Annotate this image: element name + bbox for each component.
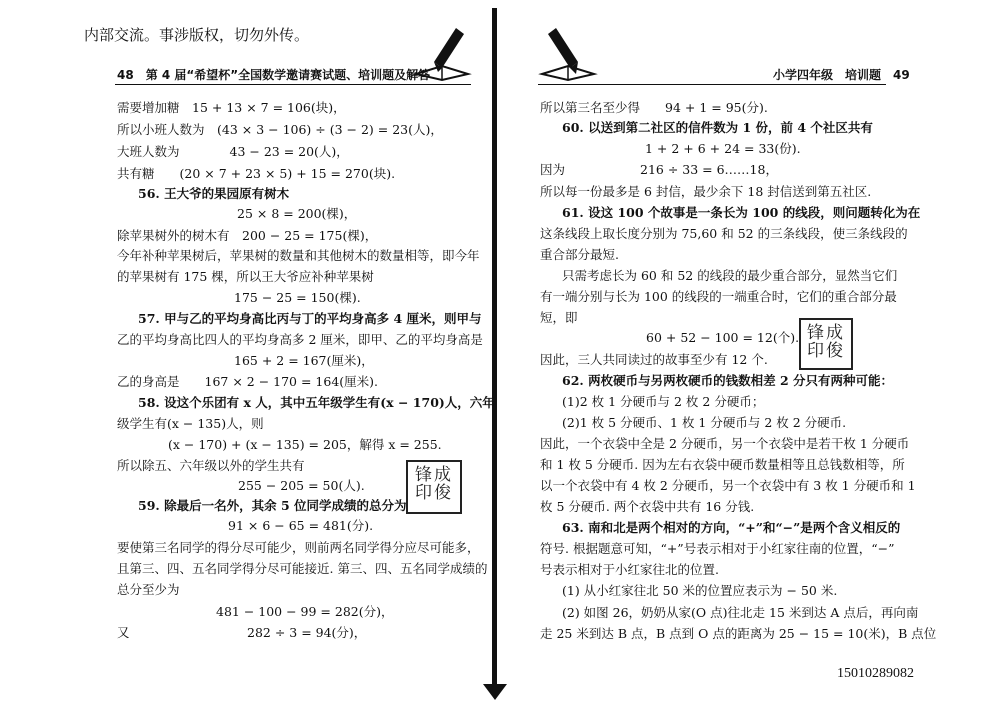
- text-line: 符号. 根据题意可知，“+”号表示相对于小红家往南的位置，“−”: [540, 541, 895, 556]
- problem-heading: 63. 南和北是两个相对的方向，“+”和“−”是两个含义相反的: [562, 520, 901, 535]
- text-line: 号表示相对于小红家往北的位置.: [540, 562, 719, 577]
- text-line: 需要增加糖 15 + 13 × 7 = 106(块)，: [117, 100, 346, 115]
- text-line: 又: [117, 625, 130, 640]
- text-line: 共有糖 (20 × 7 + 23 × 5) + 15 = 270(块).: [117, 166, 396, 181]
- text-line: 级学生有(x − 135)人，则: [117, 416, 264, 431]
- pen-on-book-icon: [538, 22, 598, 84]
- right-page-header: 小学四年级 培训题 49: [773, 68, 910, 82]
- equation-line: 165 + 2 = 167(厘米)，: [234, 353, 374, 368]
- text-line: 所以第三名至少得 94 + 1 = 95(分).: [540, 100, 768, 115]
- text-line: 今年补种苹果树后，苹果树的数量和其他树木的数量相等，即今年: [117, 248, 480, 263]
- text-line: (2) 如图 26，奶奶从家(O 点)往北走 15 米到达 A 点后，再向南: [562, 605, 919, 620]
- text-line: 大班人数为 43 − 23 = 20(人)，: [117, 144, 349, 159]
- equation-line: 60 + 52 − 100 = 12(个).: [646, 330, 800, 345]
- right-header-rule: [538, 84, 886, 85]
- equation-line: 1 + 2 + 6 + 24 = 33(份).: [645, 141, 801, 156]
- seal-stamp: 锋成 印俊: [799, 318, 853, 370]
- text-line: 以一个衣袋中有 4 枚 2 分硬币，另一个衣袋中有 3 枚 1 分硬币和 1: [540, 478, 916, 493]
- text-line: 走 25 米到达 B 点，B 点到 O 点的距离为 25 − 15 = 10(米)，B 点位: [540, 626, 937, 641]
- text-line: 因此，三人共同读过的故事至少有 12 个.: [540, 352, 768, 367]
- book-spine: [492, 8, 497, 690]
- text-line: 所以每一份最多是 6 封信，最少余下 18 封信送到第五社区.: [540, 184, 872, 199]
- left-page-header: 48 第 4 届“希望杯”全国数学邀请赛试题、培训题及解答: [117, 68, 431, 82]
- problem-heading: 57. 甲与乙的平均身高比丙与丁的平均身高多 4 厘米，则甲与: [138, 311, 482, 326]
- problem-heading: 58. 设这个乐团有 x 人，其中五年级学生有(x − 170)人，六年: [138, 395, 495, 410]
- text-line: 重合部分最短.: [540, 247, 619, 262]
- seal-stamp: 锋成 印俊: [406, 460, 462, 514]
- text-line: 乙的身高是 167 × 2 − 170 = 164(厘米).: [117, 374, 379, 389]
- equation-line: 91 × 6 − 65 = 481(分).: [228, 518, 374, 533]
- text-line: 短，即: [540, 310, 578, 325]
- equation-line: 481 − 100 − 99 = 282(分)，: [216, 604, 394, 619]
- equation-line: 255 − 205 = 50(人).: [238, 478, 365, 493]
- equation-line: 25 × 8 = 200(棵)，: [237, 206, 357, 221]
- spine-foot: [483, 684, 507, 700]
- text-line: 且第三、四、五名同学得分尽可能接近. 第三、四、五名同学成绩的: [117, 561, 488, 576]
- text-line: 有一端分别与长为 100 的线段的一端重合时，它们的重合部分最: [540, 289, 897, 304]
- text-line: 因为 216 ÷ 33 = 6……18，: [540, 162, 778, 177]
- text-line: 这条线段上取长度分别为 75,60 和 52 的三条线段，使三条线段的: [540, 226, 908, 241]
- text-line: (1)2 枚 1 分硬币与 2 枚 2 分硬币；: [562, 394, 765, 409]
- left-header-rule: [115, 84, 471, 85]
- watermark-text: 内部交流。事涉版权，切勿外传。: [84, 26, 310, 44]
- equation-line: 175 − 25 = 150(棵).: [234, 290, 361, 305]
- problem-heading: 56. 王大爷的果园原有树木: [138, 186, 290, 201]
- problem-heading: 62. 两枚硬币与另两枚硬币的钱数相差 2 分只有两种可能：: [562, 373, 894, 388]
- text-line: 因此，一个衣袋中全是 2 分硬币，另一个衣袋中是若干枚 1 分硬币: [540, 436, 910, 451]
- text-line: 乙的平均身高比四人的平均身高多 2 厘米，即甲、乙的平均身高是: [117, 332, 483, 347]
- text-line: 枚 5 分硬币. 两个衣袋中共有 16 分钱.: [540, 499, 755, 514]
- phone-number: 15010289082: [837, 666, 914, 681]
- pen-on-book-icon: [412, 22, 472, 84]
- text-line: 所以除五、六年级以外的学生共有: [117, 458, 305, 473]
- problem-heading: 61. 设这 100 个故事是一条长为 100 的线段，则问题转化为在: [562, 205, 921, 220]
- text-line: (1) 从小红家往北 50 米的位置应表示为 − 50 米.: [562, 583, 838, 598]
- text-line: (2)1 枚 5 分硬币、1 枚 1 分硬币与 2 枚 2 分硬币.: [562, 415, 847, 430]
- problem-heading: 59. 除最后一名外，其余 5 位同学成绩的总分为: [138, 498, 407, 513]
- text-line: 的苹果树有 175 棵，所以王大爷应补种苹果树: [117, 269, 374, 284]
- problem-heading: 60. 以送到第二社区的信件数为 1 份，前 4 个社区共有: [562, 120, 873, 135]
- text-line: 所以小班人数为 (43 × 3 − 106) ÷ (3 − 2) = 23(人)，: [117, 122, 443, 137]
- text-line: 和 1 枚 5 分硬币. 因为左右衣袋中硬币数量相等且总钱数相等，所: [540, 457, 905, 472]
- text-line: 要使第三名同学的得分尽可能少，则前两名同学得分应尽可能多，: [117, 540, 480, 555]
- equation-line: 282 ÷ 3 = 94(分)，: [247, 625, 367, 640]
- text-line: 除苹果树外的树木有 200 − 25 = 175(棵)，: [117, 228, 378, 243]
- text-line: 只需考虑长为 60 和 52 的线段的最少重合部分，显然当它们: [562, 268, 898, 283]
- text-line: 总分至少为: [117, 582, 180, 597]
- equation-line: (x − 170) + (x − 135) = 205，解得 x = 255.: [168, 437, 442, 452]
